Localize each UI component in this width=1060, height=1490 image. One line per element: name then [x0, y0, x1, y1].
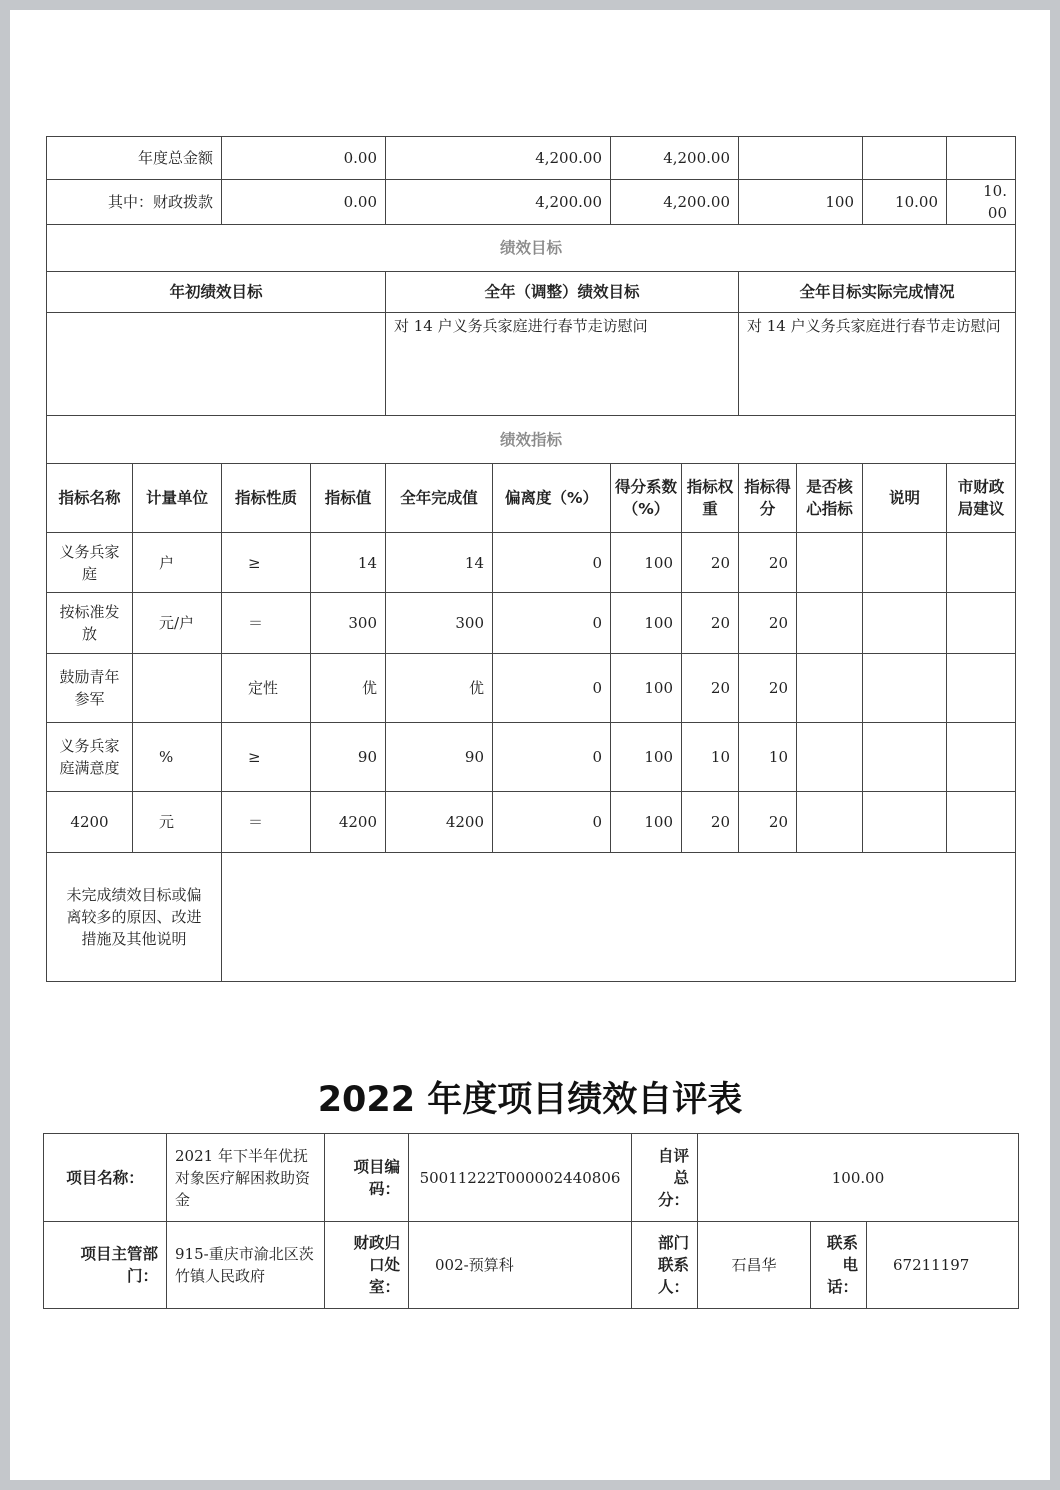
indicator-actual-text: 优 [468, 679, 484, 697]
indicator-nature [221, 722, 311, 792]
indicator-score-text: 20 [768, 553, 788, 572]
dept-label-text: 项目主管部门： [80, 1245, 158, 1285]
contact-text: 石昌华 [731, 1256, 777, 1274]
indicator-header [492, 463, 611, 533]
phone-label-text: 联系电话： [826, 1234, 858, 1296]
budget-value-text: 0.00 [343, 193, 377, 211]
indicator-deviation-text: 0 [592, 679, 602, 697]
indicator-name-text: 义务兵家庭 [59, 542, 120, 583]
indicator-header-text: 得分系数（%） [615, 478, 678, 518]
indicator-target-text: 14 [357, 553, 377, 572]
section-goals [46, 224, 1016, 272]
indicator-nature-text: 定性 [248, 679, 279, 697]
indicator-note [862, 532, 947, 593]
indicator-target [310, 592, 386, 654]
indicator-deviation-text: 0 [592, 748, 602, 766]
indicator-header [796, 463, 863, 533]
indicator-header-text: 是否核心指标 [806, 478, 853, 518]
phone-text: 67211197 [893, 1256, 970, 1274]
budget-label [46, 136, 222, 180]
budget-label-text: 其中：财政拨款 [107, 193, 213, 211]
indicator-nature [221, 592, 311, 654]
office [408, 1221, 632, 1309]
indicator-actual-text: 300 [455, 614, 484, 632]
indicator-score-text: 20 [768, 813, 788, 831]
budget-value [385, 179, 611, 225]
indicator-target-text: 4200 [338, 813, 377, 831]
indicator-actual [385, 653, 493, 723]
indicator-unit-text: 户 [159, 553, 175, 572]
score-label [631, 1133, 698, 1222]
indicator-advice [946, 653, 1016, 723]
goal-initial [46, 312, 386, 416]
indicator-target-text: 90 [357, 748, 377, 766]
phone-label [810, 1221, 867, 1309]
dept [166, 1221, 325, 1309]
indicator-name-text: 义务兵家庭满意度 [59, 737, 120, 777]
indicator-nature [221, 532, 311, 593]
indicator-weight-text: 20 [710, 679, 730, 697]
indicator-actual [385, 722, 493, 792]
indicator-header-text: 指标性质 [234, 489, 297, 507]
score-label-text: 自评总分： [657, 1146, 689, 1209]
budget-value-text: 0.00 [343, 149, 377, 167]
project-code-label-text: 项目编码： [353, 1157, 400, 1198]
indicator-weight [681, 722, 739, 792]
indicator-coef-text: 100 [644, 614, 673, 632]
indicator-unit-text: 元 [159, 813, 175, 831]
budget-value [862, 179, 947, 225]
project-code [408, 1133, 632, 1222]
indicator-coef-text: 100 [644, 553, 673, 572]
remarks-label [46, 852, 222, 982]
indicator-deviation [492, 532, 611, 593]
indicator-header [385, 463, 493, 533]
indicator-nature-text: ≥ [248, 748, 261, 766]
indicator-header-text: 偏离度（%） [504, 489, 599, 507]
indicator-weight [681, 592, 739, 654]
indicator-header-text: 全年完成值 [400, 489, 478, 507]
indicator-name-text: 鼓励青年参军 [59, 668, 120, 708]
budget-value [946, 136, 1016, 180]
indicator-actual-text: 4200 [445, 813, 484, 831]
indicator-weight [681, 791, 739, 853]
indicator-header [310, 463, 386, 533]
indicator-coef-text: 100 [644, 813, 673, 831]
col-actual-text: 全年目标实际完成情况 [799, 283, 955, 301]
office-text: 002-预算科 [435, 1256, 514, 1274]
budget-value [610, 136, 739, 180]
project-code-text: 50011222T000002440806 [419, 1168, 621, 1187]
budget-value-text: 4,200.00 [663, 149, 730, 167]
indicator-coef [610, 653, 682, 723]
goal-actual [738, 312, 1016, 416]
indicator-advice [946, 722, 1016, 792]
indicator-core [796, 791, 863, 853]
budget-value [610, 179, 739, 225]
form-title: 2022 年度项目绩效自评表 [317, 1080, 743, 1120]
indicator-name [46, 653, 133, 723]
indicator-unit [132, 532, 222, 593]
indicator-header [132, 463, 222, 533]
indicator-header-text: 指标名称 [58, 489, 121, 507]
indicator-score-text: 20 [768, 614, 788, 632]
indicator-weight [681, 653, 739, 723]
indicator-coef-text: 100 [644, 679, 673, 697]
budget-value-text: 4,200.00 [535, 193, 602, 211]
budget-value-text: 4,200.00 [663, 193, 730, 211]
indicator-advice [946, 592, 1016, 654]
indicator-nature [221, 653, 311, 723]
indicator-unit [132, 592, 222, 654]
indicator-score-text: 10 [768, 748, 788, 766]
indicator-deviation [492, 722, 611, 792]
indicator-weight [681, 532, 739, 593]
phone [866, 1221, 1019, 1309]
indicator-note [862, 592, 947, 654]
indicator-note [862, 722, 947, 792]
office-label [324, 1221, 409, 1309]
indicator-deviation-text: 0 [592, 813, 602, 831]
indicator-header [681, 463, 739, 533]
indicator-coef-text: 100 [644, 748, 673, 766]
indicator-header [610, 463, 682, 533]
dept-text: 915-重庆市渝北区茨竹镇人民政府 [175, 1245, 314, 1285]
indicator-name [46, 722, 133, 792]
goal-adjusted-text: 对 14 户义务兵家庭进行春节走访慰问 [394, 317, 648, 335]
indicator-actual [385, 592, 493, 654]
indicator-note [862, 653, 947, 723]
project-name [166, 1133, 325, 1222]
col-adjusted-text: 全年（调整）绩效目标 [484, 283, 640, 301]
indicator-nature-text: ＝ [248, 614, 264, 632]
indicator-score [738, 592, 797, 654]
indicator-header-text: 计量单位 [145, 489, 208, 507]
indicator-unit [132, 791, 222, 853]
col-actual [738, 271, 1016, 313]
indicator-target-text: 300 [348, 614, 377, 632]
budget-value-text: 10.00 [895, 193, 938, 211]
indicator-score [738, 532, 797, 593]
indicator-header [46, 463, 133, 533]
indicator-header-text: 说明 [888, 489, 920, 507]
indicator-deviation [492, 653, 611, 723]
section-goals-text: 绩效目标 [499, 239, 562, 257]
indicator-score [738, 791, 797, 853]
indicator-name-text: 4200 [70, 813, 109, 831]
indicator-target [310, 532, 386, 593]
indicator-header [862, 463, 947, 533]
budget-value [221, 136, 386, 180]
budget-value-text: 10. 00 [983, 182, 1007, 222]
indicator-name-text: 按标准发放 [59, 603, 120, 643]
col-initial-text: 年初绩效目标 [169, 283, 263, 301]
col-initial [46, 271, 386, 313]
indicator-advice [946, 791, 1016, 853]
indicator-actual-text: 14 [464, 553, 484, 572]
indicator-score [738, 653, 797, 723]
budget-value [221, 179, 386, 225]
indicator-deviation [492, 592, 611, 654]
indicator-header [221, 463, 311, 533]
indicator-name [46, 532, 133, 593]
section-indicators [46, 415, 1016, 464]
indicator-core [796, 592, 863, 654]
indicator-coef [610, 791, 682, 853]
self-score [697, 1133, 1019, 1222]
indicator-deviation [492, 791, 611, 853]
project-name-label [43, 1133, 167, 1222]
project-code-label [324, 1133, 409, 1222]
contact [697, 1221, 811, 1309]
contact-label-text: 部门联系人： [657, 1234, 689, 1296]
indicator-score [738, 722, 797, 792]
budget-value [738, 179, 863, 225]
indicator-deviation-text: 0 [592, 614, 602, 632]
remarks-value [221, 852, 1016, 982]
indicator-nature-text: ≥ [248, 553, 261, 572]
indicator-header-text: 指标值 [324, 489, 372, 507]
budget-value [862, 136, 947, 180]
indicator-header [738, 463, 797, 533]
indicator-weight-text: 20 [710, 813, 730, 831]
indicator-header-text: 指标得分 [744, 478, 791, 518]
contact-label [631, 1221, 698, 1309]
indicator-name [46, 791, 133, 853]
indicator-unit [132, 722, 222, 792]
indicator-actual [385, 791, 493, 853]
indicator-nature-text: ＝ [248, 813, 264, 831]
project-name-label-text: 项目名称： [66, 1168, 144, 1187]
indicator-actual [385, 532, 493, 593]
indicator-target [310, 653, 386, 723]
dept-label [43, 1221, 167, 1309]
indicator-deviation-text: 0 [592, 553, 602, 572]
goal-adjusted [385, 312, 739, 416]
indicator-coef [610, 722, 682, 792]
indicator-nature [221, 791, 311, 853]
indicator-target [310, 722, 386, 792]
indicator-core [796, 653, 863, 723]
indicator-target-text: 优 [361, 679, 377, 697]
indicator-advice [946, 532, 1016, 593]
indicator-weight-text: 20 [710, 614, 730, 632]
indicator-unit [132, 653, 222, 723]
indicator-header [946, 463, 1016, 533]
indicator-core [796, 722, 863, 792]
indicator-coef [610, 532, 682, 593]
indicator-actual-text: 90 [464, 748, 484, 766]
project-name-text: 2021 年下半年优抚对象医疗解困救助资金 [175, 1146, 311, 1209]
budget-value [738, 136, 863, 180]
budget-label-text: 年度总金额 [137, 149, 213, 167]
indicator-header-text: 市财政局建议 [957, 478, 1005, 518]
budget-label [46, 179, 222, 225]
indicator-weight-text: 20 [710, 553, 730, 572]
self-score-text: 100.00 [831, 1168, 885, 1187]
office-label-text: 财政归口处室： [353, 1234, 400, 1296]
budget-value [385, 136, 611, 180]
indicator-weight-text: 10 [710, 748, 730, 766]
col-adjusted [385, 271, 739, 313]
indicator-note [862, 791, 947, 853]
remarks-label-text: 未完成绩效目标或偏离较多的原因、改进措施及其他说明 [66, 886, 202, 948]
budget-value-text: 100 [825, 193, 854, 211]
section-indicators-text: 绩效指标 [499, 430, 562, 449]
budget-value [946, 179, 1016, 225]
indicator-score-text: 20 [768, 679, 788, 697]
goal-actual-text: 对 14 户义务兵家庭进行春节走访慰问 [747, 317, 1001, 335]
indicator-core [796, 532, 863, 593]
indicator-coef [610, 592, 682, 654]
indicator-unit-text: % [159, 748, 174, 766]
budget-value-text: 4,200.00 [535, 149, 602, 167]
indicator-unit-text: 元/户 [159, 614, 195, 632]
indicator-target [310, 791, 386, 853]
indicator-header-text: 指标权重 [686, 478, 734, 518]
indicator-name [46, 592, 133, 654]
